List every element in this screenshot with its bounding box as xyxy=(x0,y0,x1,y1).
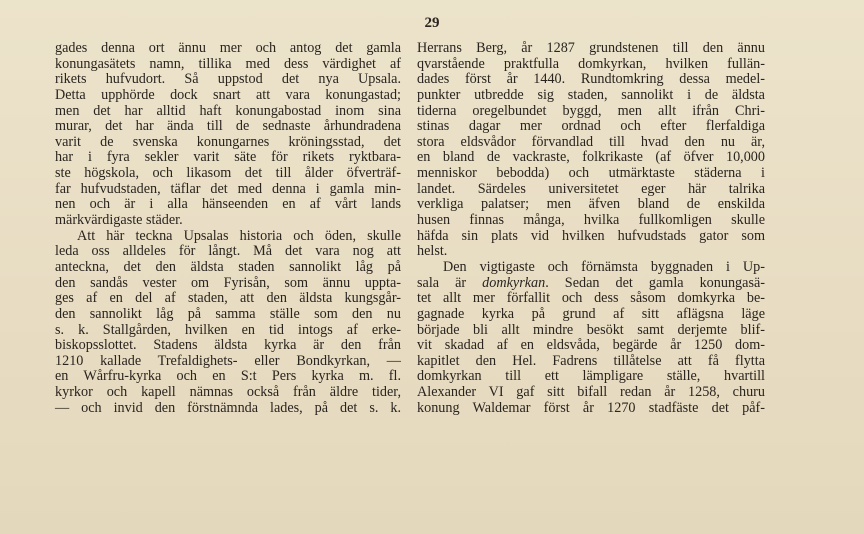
page-number: 29 xyxy=(424,15,440,31)
text-line: biskopsslottet. Stadens äldsta kyrka är den från xyxy=(55,337,401,354)
text-line: husen finnas många, hvilka fullkomligen skulle xyxy=(417,212,765,229)
text-line: vit skadad af en eldsvåda, begärde år 1250 dom- xyxy=(417,337,765,354)
text-line: punkter utbredde sig staden, sannolikt i de äldsta xyxy=(417,86,765,103)
text-line: gades denna ort ännu mer och antog det gamla xyxy=(55,40,401,56)
text-line: — och invid den förstnämnda lades, på det s. k. xyxy=(55,399,401,416)
text-line: Herrans Berg, år 1287 grundstenen till den ännu xyxy=(417,40,765,56)
text-line: stinas dagar mer ordnad och efter flerfaldiga xyxy=(417,118,765,135)
text-line: rikets hufvudort. Så uppstod det nya Upsala. xyxy=(55,71,401,88)
text-line: menniskor bebodda) och utmärktaste städerna i xyxy=(417,165,765,182)
text-line: Detta upphörde dock snart att vara konungastad; xyxy=(55,86,401,103)
text-line: nen och är i alla hänseenden en af vårt lands xyxy=(55,196,401,213)
text-line: ges af en del af staden, att den äldsta kungsgår- xyxy=(55,290,401,307)
text-line: Den vigtigaste och förnämsta byggnaden i Up- xyxy=(443,258,765,275)
text-line: men det har alltid haft konungabostad inom sina xyxy=(55,102,401,119)
text-line: helst. xyxy=(417,243,448,260)
text-line: sala är domkyrkan. Sedan det gamla konungasä- xyxy=(417,274,765,291)
right-column xyxy=(417,41,765,416)
text-line: Att här teckna Upsalas historia och öden, skulle xyxy=(77,227,401,244)
text-line: dades först år 1440. Rundtomkring dessa medel- xyxy=(417,71,765,88)
text-line: häfda sin plats vid hvilken hufvudstads gator som xyxy=(417,227,765,244)
text-line: stora eldsvådor förvandlad till hvad den nu är, xyxy=(417,133,765,150)
text-line: har i fyra sekler varit säte för rikets ryktbara- xyxy=(55,149,401,166)
text-line: kapitlet den Hel. Fadrens tillåtelse att få flytta xyxy=(417,352,765,369)
text-line: den sannolikt låg på samma ställe som den nu xyxy=(55,305,401,322)
text-line: murar, det har ända till de sednaste århundradena xyxy=(55,118,401,135)
text-line: ste högskola, och likasom det till ålder öfverträf- xyxy=(55,165,401,182)
text-line: en bland de vackraste, folkrikaste (af öfver 10,000 xyxy=(417,149,765,166)
text-line: började bli allt mindre besökt samt derjemte blif- xyxy=(417,321,765,338)
text-line: landet. Särdeles universitetet eger här talrika xyxy=(417,180,765,197)
text-line: domkyrkan till ett lämpligare ställe, hvartill xyxy=(417,368,765,385)
text-line: Alexander VI gaf sitt bifall redan år 1258, churu xyxy=(417,384,765,401)
text-line: far hufvudstaden, täflar det med denna i gamla min- xyxy=(55,180,401,197)
text-line: verkliga palatser; men äfven bland de enskilda xyxy=(417,196,765,213)
text-line: den sandås vester om Fyrisån, som ännu uppta- xyxy=(55,274,401,291)
text-line: tiderna oregelbundet byggd, men allt ifrån Chri- xyxy=(417,102,765,119)
text-line: märkvärdigaste städer. xyxy=(55,212,183,229)
text-line: gagnade kyrka på grund af sitt aflägsna läge xyxy=(417,305,765,322)
text-line: tet allt mer förfallit och dess såsom domkyrka be- xyxy=(417,290,765,307)
text-line: kyrkor och kapell nämnas också från äldre tider, xyxy=(55,384,401,401)
emphasized-word: domkyrkan xyxy=(482,274,546,291)
text-line: en Wårfru-kyrka och en S:t Pers kyrka m. fl. xyxy=(55,368,401,385)
text-line: varit de svenska konungarnes kröningsstad, det xyxy=(55,133,401,150)
text-line: konung Waldemar först år 1270 stadfäste det påf- xyxy=(417,399,765,416)
text-line: 1210 kallade Trefaldighets- eller Bondkyrkan, — xyxy=(55,352,401,369)
text-line: qvarstående praktfulla domkyrkan, hvilken fullän- xyxy=(417,55,765,72)
left-column xyxy=(55,41,401,416)
text-line: konungasätets namn, tillika med dess värdighet af xyxy=(55,55,401,72)
text-line: leda oss alldeles för långt. Må det vara nog att xyxy=(55,243,401,260)
text-line: anteckna, det den äldsta staden sannolikt låg på xyxy=(55,258,401,275)
text-line: s. k. Stallgården, hvilken en tid intogs af erke- xyxy=(55,321,401,338)
